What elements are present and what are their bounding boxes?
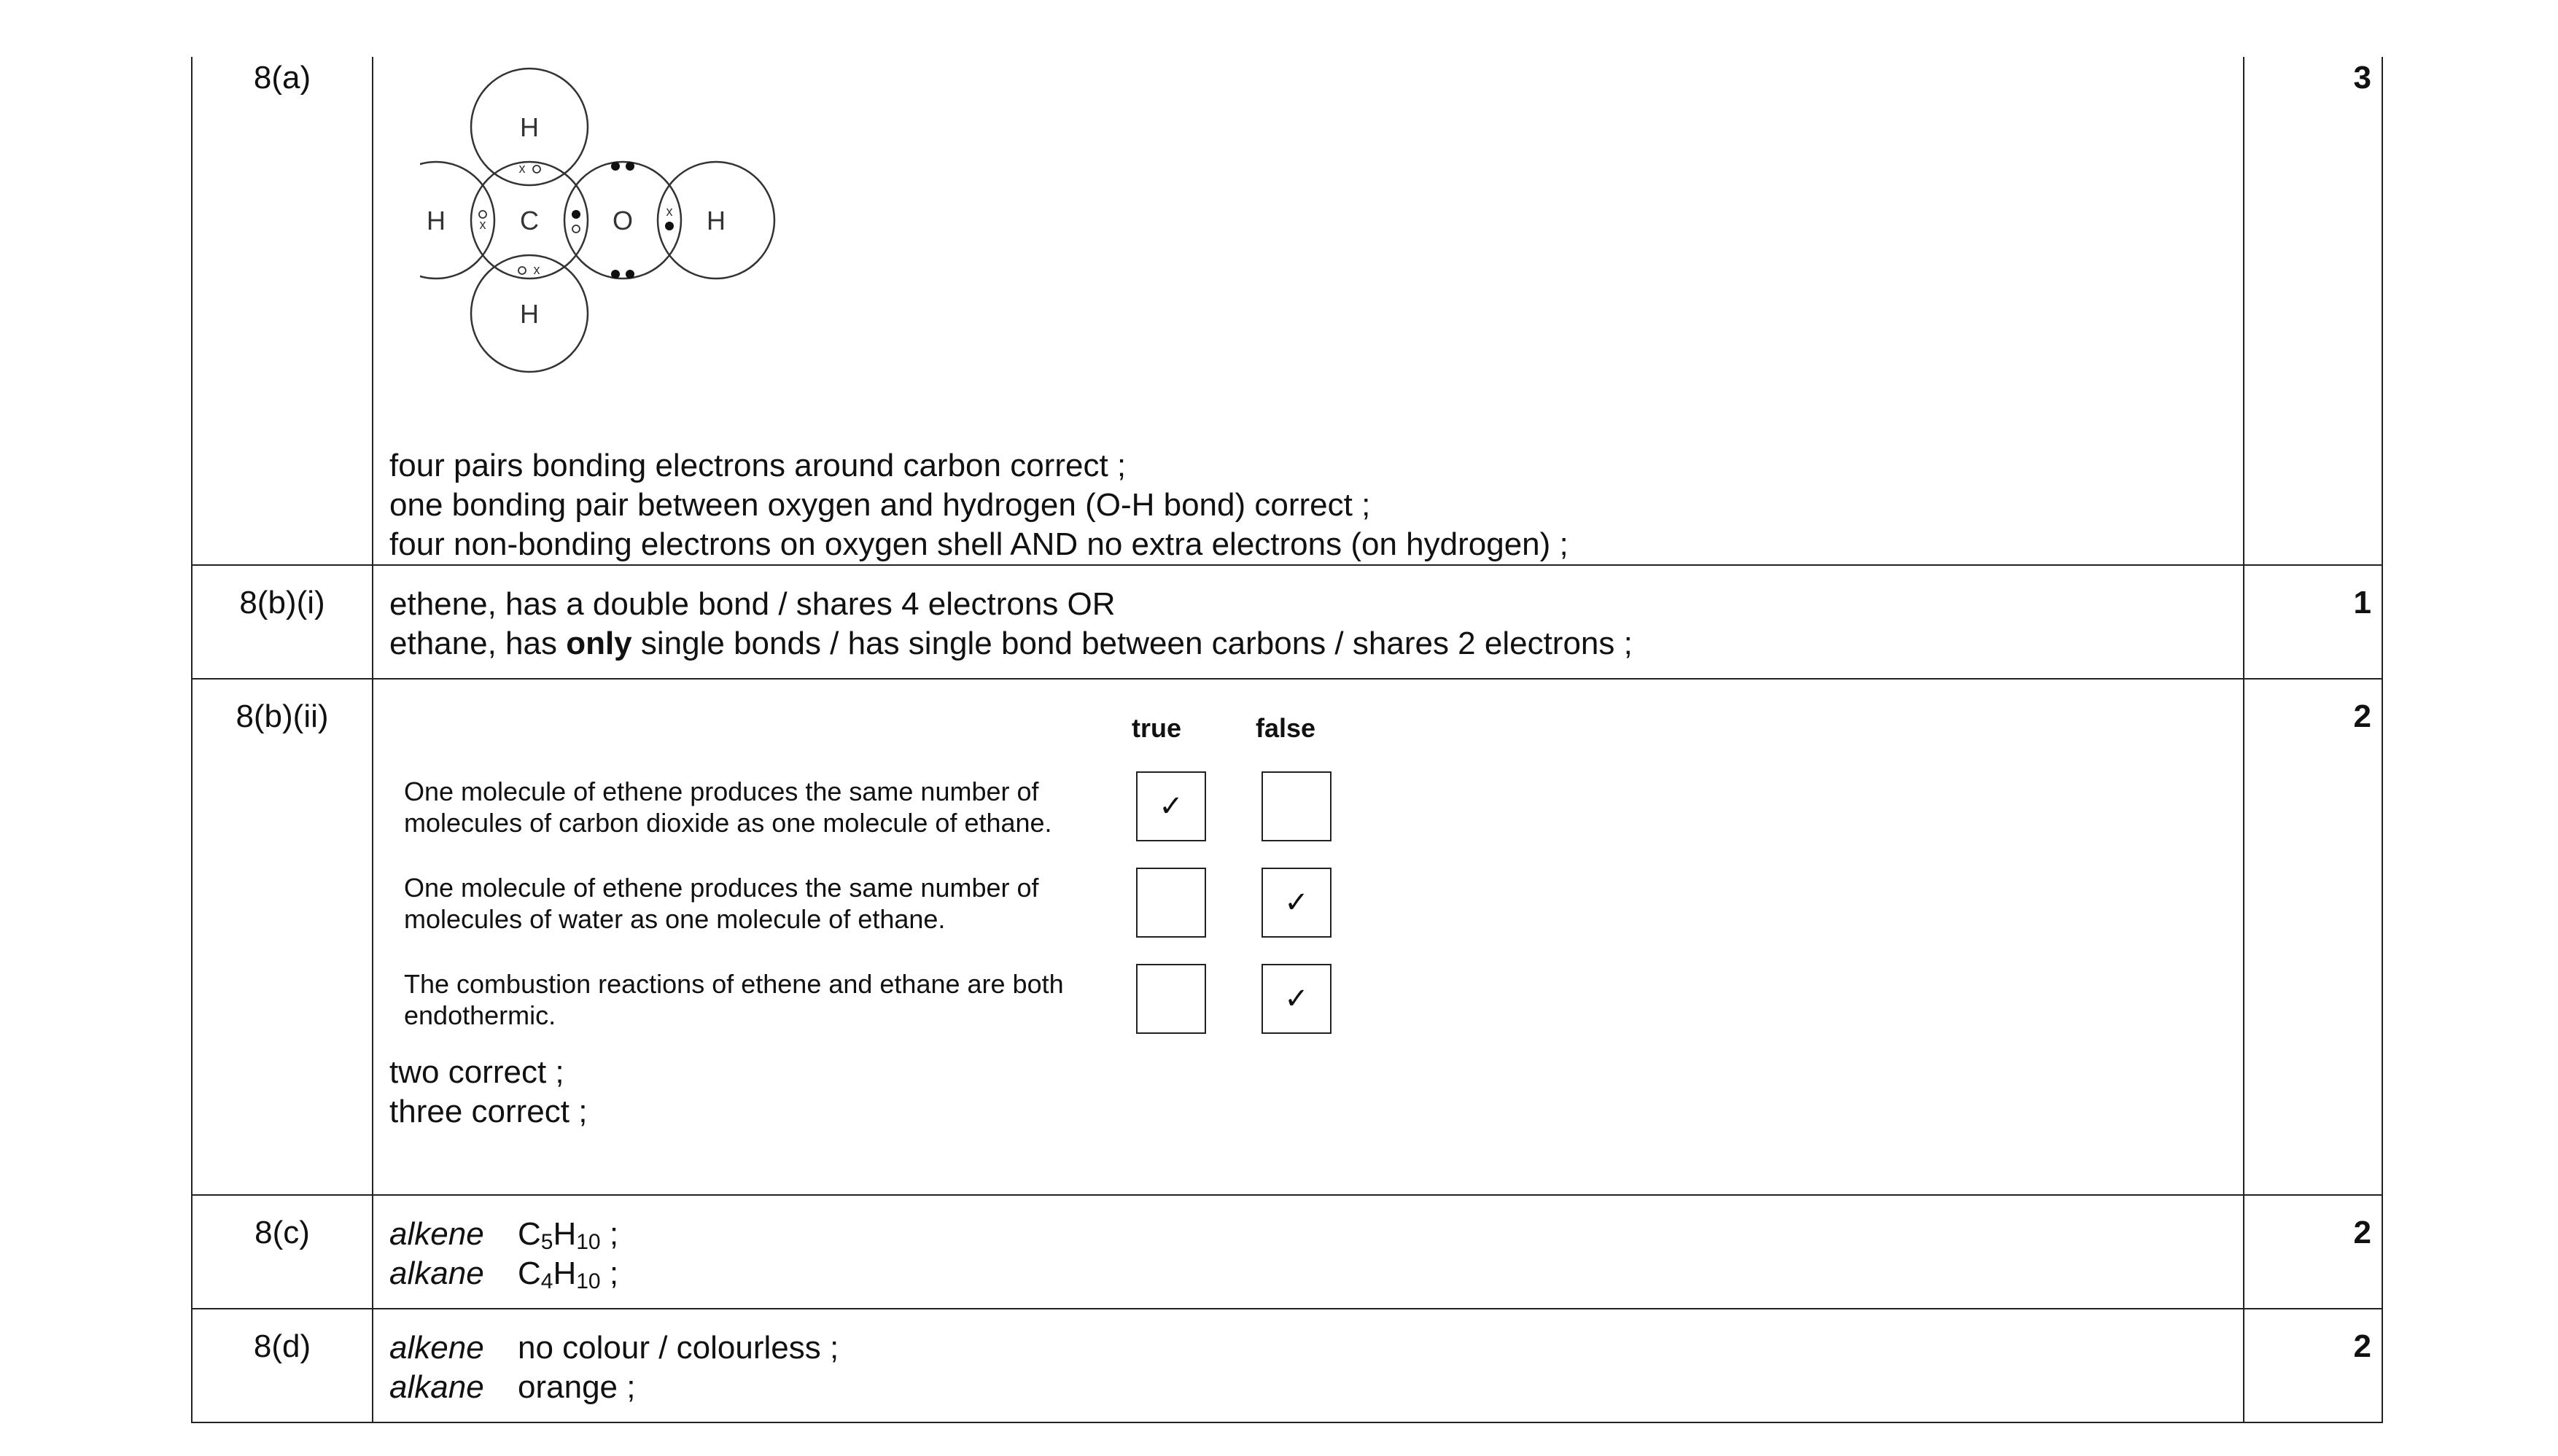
atom-h-top: H: [520, 112, 539, 142]
false-header: false: [1256, 713, 1316, 743]
answer-cell: [373, 679, 2244, 1195]
formula-element: C: [518, 1255, 541, 1291]
row-8bii: [192, 679, 2382, 1195]
marks-cell: [2244, 679, 2382, 1195]
electron-dot: [611, 270, 620, 279]
answer-text: [373, 1309, 2243, 1407]
marks-cell: [2244, 565, 2382, 679]
question-cell: [192, 57, 373, 565]
question-number: 8(d): [253, 1328, 311, 1364]
formula-subscript: 5: [540, 1230, 553, 1254]
electron-circle: [533, 166, 540, 173]
question-number: 8(b)(i): [239, 585, 325, 620]
answer-cell: [373, 1309, 2244, 1422]
marking-point: two correct ;: [389, 1054, 564, 1090]
question-number: 8(c): [254, 1215, 310, 1250]
atom-c: C: [520, 206, 539, 235]
electron-dot: [665, 222, 674, 230]
alkene-label: alkene: [389, 1330, 484, 1366]
answer-cell: [373, 1195, 2244, 1309]
true-checkbox: [1136, 868, 1206, 938]
alkane-label: alkane: [389, 1369, 484, 1405]
marks-cell: [2244, 57, 2382, 565]
mark-scheme-table: [191, 57, 2383, 1423]
marks-cell: [2244, 1195, 2382, 1309]
question-cell: [192, 679, 373, 1195]
marks-value: 2: [2353, 1215, 2371, 1250]
marking-point: four non-bonding electrons on oxygen shell AND no extra electrons (on hydrogen) ;: [389, 526, 1568, 562]
electron-cross: x: [479, 217, 486, 232]
marking-point: [389, 1368, 2243, 1407]
false-checkbox: ✓: [1261, 868, 1332, 938]
text-segment: ethane, has: [389, 626, 567, 661]
statement-text: One molecule of ethene produces the same number of molecules of carbon dioxide as one molecule of ethane.: [404, 776, 1052, 838]
alkene-label: alkene: [389, 1216, 484, 1252]
marking-point: ethene, has a double bond / shares 4 electrons OR: [389, 586, 1116, 622]
electron-circle: [572, 225, 580, 233]
marks-value: 1: [2353, 585, 2371, 620]
marking-point: [389, 1254, 2243, 1293]
question-number: 8(a): [253, 60, 311, 96]
answer-cell: [373, 57, 2244, 565]
marks-cell: [2244, 1309, 2382, 1422]
text-segment: single bonds / has single bond between carbons / shares 2 electrons ;: [631, 626, 1633, 661]
electron-dot: [626, 270, 634, 279]
row-8d: [192, 1309, 2382, 1422]
atom-o: O: [612, 206, 634, 235]
atom-h-right: H: [707, 206, 726, 235]
marking-point: four pairs bonding electrons around carbon correct ;: [389, 448, 1127, 483]
electron-cross: x: [666, 204, 673, 219]
answer-cell: [373, 565, 2244, 679]
question-cell: [192, 1309, 373, 1422]
formula-end: ;: [600, 1255, 619, 1291]
statement-text: One molecule of ethene produces the same number of molecules of water as one molecule of ethane.: [404, 873, 1039, 934]
electron-dot: [572, 210, 580, 219]
emphasis-text: only: [566, 626, 632, 661]
question-number: 8(b)(ii): [236, 698, 329, 734]
true-checkbox: ✓: [1136, 771, 1206, 841]
alkane-label: alkane: [389, 1255, 484, 1291]
question-cell: [192, 565, 373, 679]
marking-point: [389, 1328, 2243, 1368]
answer-text: [373, 566, 2243, 663]
answer-value: orange ;: [518, 1369, 636, 1405]
marks-value: 3: [2353, 60, 2371, 96]
electron-dot: [626, 162, 634, 171]
row-8c: [192, 1195, 2382, 1309]
electron-cross: x: [533, 262, 540, 277]
row-8a: [192, 57, 2382, 565]
false-checkbox: [1261, 771, 1332, 841]
answer-text: [373, 1196, 2243, 1293]
marking-point: [389, 1215, 2243, 1254]
formula-subscript: 10: [576, 1269, 601, 1293]
formula-element: H: [553, 1255, 577, 1291]
electron-dot: [611, 162, 620, 171]
marks-value: 2: [2353, 1328, 2371, 1364]
marking-point: three correct ;: [389, 1094, 588, 1129]
formula-subscript: 4: [540, 1269, 553, 1293]
statement-text: The combustion reactions of ethene and ethane are both endothermic.: [404, 969, 1064, 1030]
question-cell: [192, 1195, 373, 1309]
true-header: true: [1132, 713, 1182, 743]
formula-subscript: 10: [576, 1230, 601, 1254]
false-checkbox: ✓: [1261, 964, 1332, 1034]
marking-point: one bonding pair between oxygen and hydrogen (O-H bond) correct ;: [389, 487, 1371, 523]
formula-element: H: [553, 1216, 577, 1252]
marking-point: [389, 624, 2243, 663]
true-checkbox: [1136, 964, 1206, 1034]
answer-value: no colour / colourless ;: [518, 1330, 839, 1366]
dot-cross-diagram: [420, 61, 828, 382]
marks-value: 2: [2353, 698, 2371, 734]
electron-circle: [518, 267, 526, 274]
atom-h-bottom: H: [520, 299, 539, 329]
formula-element: C: [518, 1216, 541, 1252]
answer-text: [373, 446, 2243, 564]
atom-h-left: H: [427, 206, 446, 235]
formula-end: ;: [600, 1216, 619, 1252]
true-false-grid: [373, 680, 2243, 1110]
electron-cross: x: [518, 161, 526, 176]
row-8bi: [192, 565, 2382, 679]
